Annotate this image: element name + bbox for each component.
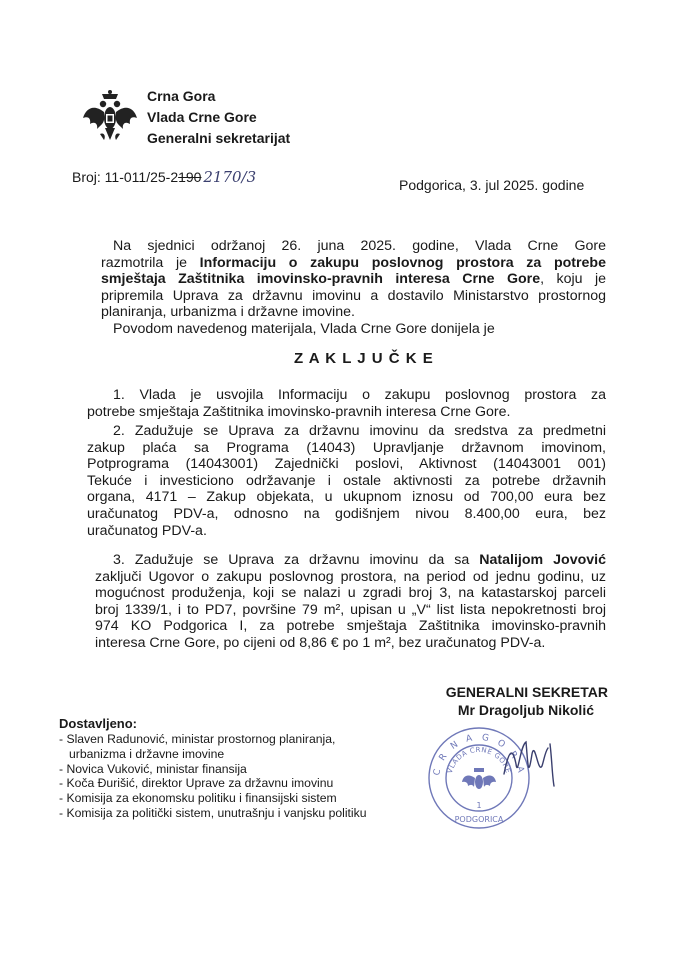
header-secretariat: Generalni sekretarijat [147, 130, 291, 146]
intro-line-1: Na sjednici održanoj 26. juna 2025. godine, Vlada Crne Gore [113, 238, 606, 254]
intro-line-3 [101, 271, 606, 288]
item1-line-2: potrebe smještaja Zaštitnika imovinsko-pravnih interesa Crne Gore. [87, 403, 511, 420]
intro-line-3a: smještaja Zaštitnika imovinsko-pravnih interesa Crne Gore [101, 271, 541, 288]
distribution-item: - Koča Đurišić, direktor Uprave za državnu imovinu [59, 776, 334, 791]
reference-number-handwritten: 2170/3 [203, 168, 257, 186]
item3-line-3: mogućnost produženja, koji se nalazi u zgradi broj 3, na katastarskoj parceli [95, 585, 606, 602]
item2-line-1: 2. Zadužuje se Uprava za državnu imovinu da sredstva za predmetni [113, 423, 606, 439]
item2-line-5: organa, 4171 – Zakup objekata, u ukupnom iznosu od 700,00 eura bez [87, 489, 606, 506]
item3-line-4: broj 1339/1, i to PD7, površine 79 m², upisan u „V“ list lista nepokretnosti broj [95, 601, 606, 618]
header-block [147, 86, 290, 149]
distribution-item: urbanizma i državne imovine [69, 746, 225, 761]
decision-item-3 [87, 552, 606, 652]
distribution-title: Dostavljeno: [59, 716, 138, 731]
intro-line-2b: Informaciju o zakupu poslovnog prostora za potrebe [199, 254, 606, 271]
item2-line-7: uračunatog PDV-a. [87, 522, 207, 539]
item3-line-6: interesa Crne Gore, po cijeni od 8,86 € po 1 m², bez uračunatog PDV-a. [95, 634, 546, 651]
item3-line-1b: Natalijom Jovović [479, 552, 606, 568]
item3-line-1a: 3. Zadužuje se Uprava za državnu imovinu da sa [113, 552, 480, 568]
reference-number [72, 168, 256, 186]
distribution-list [59, 716, 367, 821]
place-date: Podgorica, 3. jul 2025. godine [399, 177, 585, 193]
signature-name: Mr Dragoljub Nikolić [457, 702, 594, 718]
item1-line-1: 1. Vlada je usvojila Informaciju o zakupu poslovnog prostora za [113, 387, 606, 403]
distribution-item: - Slaven Radunović, ministar prostornog planiranja, [59, 732, 336, 746]
item3-line-1 [87, 552, 606, 569]
stamp-city: PODGORICA [454, 815, 504, 824]
reference-number-label: Broj: 11-011/25-2 [72, 169, 179, 185]
intro-paragraph [101, 238, 606, 338]
coat-of-arms-icon [78, 88, 142, 152]
distribution-item: - Komisija za politički sistem, unutrašnju i vanjsku politiku [59, 805, 367, 820]
decision-item-2 [87, 423, 606, 539]
stamp-text-inner: VLADA CRNE GORE [445, 745, 513, 775]
signature-title: GENERALNI SEKRETAR [445, 684, 608, 700]
stamp-number: 1 [476, 801, 482, 810]
reference-number-struck: 190 [178, 169, 202, 185]
stamp-eagle-icon [462, 768, 496, 789]
intro-line-2a: razmotrila je [101, 254, 200, 271]
signature-block [446, 683, 608, 719]
intro-line-6: Povodom navedenog materijala, Vlada Crne Gore donijela je [113, 320, 495, 337]
intro-line-2 [101, 255, 606, 272]
item2-line-3: Potprograma (14043001) Zajednički poslovi, Aktivnost (14043001 001) [87, 456, 606, 473]
intro-line-3b: , koju je [540, 271, 606, 288]
intro-line-4: pripremila Uprava za državnu imovinu a dostavilo Ministarstvo prostornog [101, 287, 606, 304]
item3-line-2: zaključi Ugovor o zakupu poslovnog prostora, na period od jednu godinu, uz [95, 568, 606, 585]
stamp-text-top: C R N A G O R A [432, 732, 526, 777]
distribution-item: - Komisija za ekonomsku politiku i finansijski sistem [59, 791, 337, 806]
header-country: Crna Gora [147, 88, 216, 104]
intro-line-5: planiranja, urbanizma i državne imovine. [101, 304, 355, 321]
item2-line-4: Tekuće i investiciono održavanje i ostale aktivnosti za potrebe državnih [87, 472, 606, 489]
distribution-item: - Novica Vuković, ministar finansija [59, 761, 247, 776]
header-government: Vlada Crne Gore [147, 109, 257, 125]
decisions-heading: Z A K L J U Č K E [294, 350, 434, 367]
handwritten-signature-icon [498, 734, 560, 794]
item2-line-6: uračunatog PDV-a, odnosno na godišnjem nivou 8.400,00 eura, bez [87, 505, 606, 522]
decision-item-1 [87, 387, 606, 420]
item2-line-2: zakup plaća sa Programa (14043) Upravljanje državnom imovinom, [87, 439, 606, 456]
item3-line-5: 974 KO Podgorica I, za potrebe smještaja Zaštitnika imovinsko-pravnih [95, 618, 606, 635]
